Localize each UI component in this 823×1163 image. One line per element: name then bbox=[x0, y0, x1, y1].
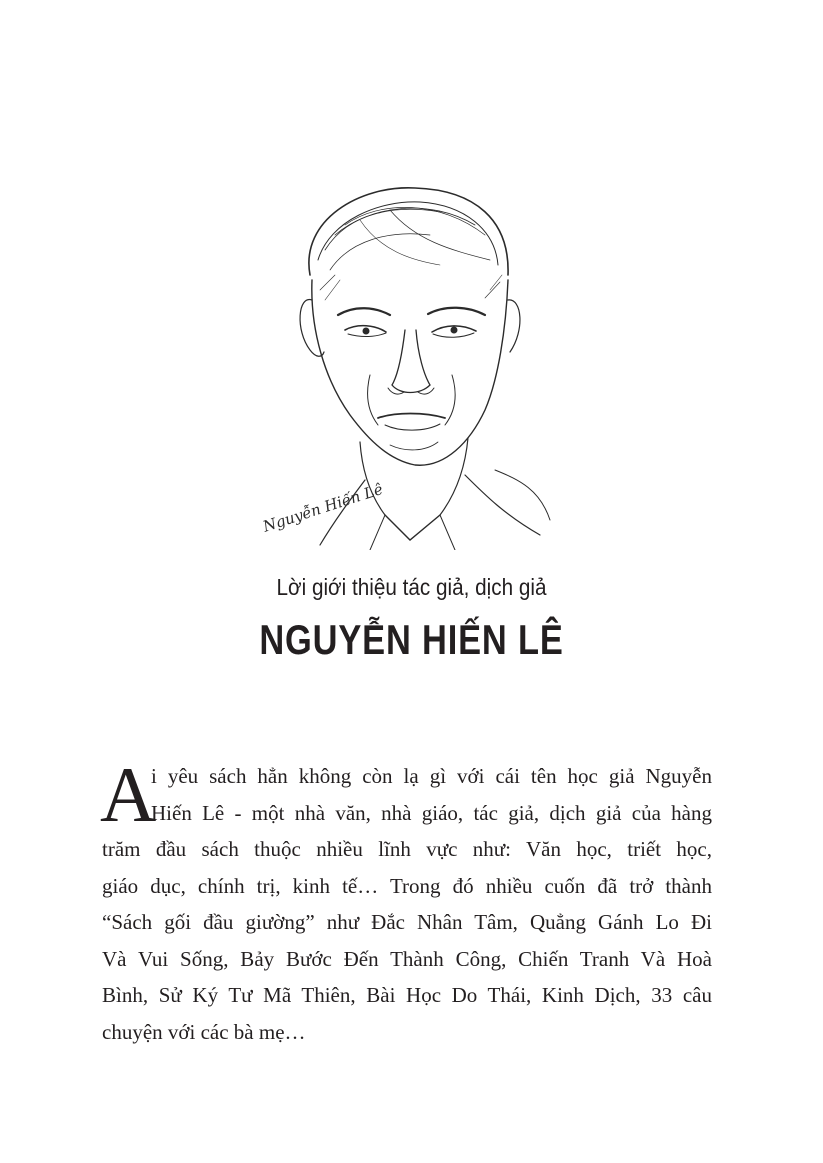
paragraph-line: chuyện với các bà mẹ… bbox=[102, 1019, 306, 1044]
paragraph-line: trăm đầu sách thuộc nhiều lĩnh vực như: Văn học, triết học, bbox=[102, 837, 712, 861]
page-title: NGUYỄN HIẾN LÊ bbox=[259, 616, 564, 663]
paragraph-line: Và Vui Sống, Bảy Bước Đến Thành Công, Chiến Tranh Và Hoà bbox=[102, 946, 712, 971]
introduction-paragraph bbox=[100, 751, 712, 1050]
paragraph-line: Hiến Lê - một nhà văn, nhà giáo, tác giả, dịch giả của hàng bbox=[151, 800, 712, 825]
portrait-drawing bbox=[240, 180, 570, 550]
author-portrait-sketch bbox=[240, 180, 570, 550]
paragraph-line: giáo dục, chính trị, kinh tế… Trong đó nhiều cuốn đã trở thành bbox=[102, 873, 712, 898]
paragraph-line: i yêu sách hẳn không còn lạ gì với cái tên học giả Nguyễn bbox=[151, 764, 712, 788]
drop-cap: A bbox=[100, 751, 157, 838]
paragraph-line: “Sách gối đầu giường” như Đắc Nhân Tâm, Quẳng Gánh Lo Đi bbox=[102, 910, 712, 934]
subtitle: Lời giới thiệu tác giả, dịch giả bbox=[276, 574, 547, 600]
paragraph-line: Bình, Sử Ký Tư Mã Thiên, Bài Học Do Thái, Kinh Dịch, 33 câu bbox=[102, 983, 712, 1007]
author-signature: Nguyễn Hiến Lê bbox=[260, 479, 386, 536]
